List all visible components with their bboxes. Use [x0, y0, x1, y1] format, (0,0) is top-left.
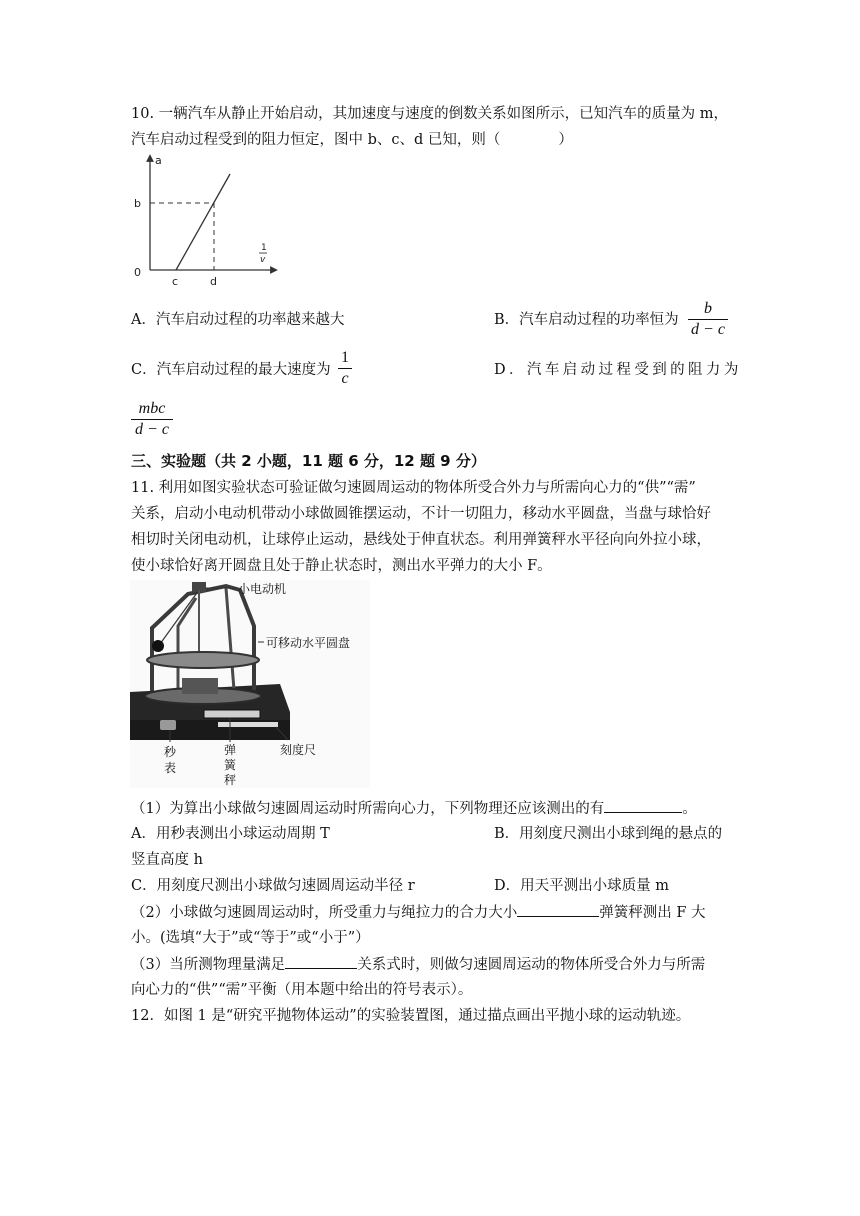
- q11-sub3-line2: 向心力的“供”“需”平衡（用本题中给出的符号表示）。: [131, 982, 473, 998]
- stopwatch: [160, 720, 176, 730]
- q11-sub3-line1: [131, 954, 705, 975]
- q11-line4: 使小球恰好离开圆盘且处于静止状态时，测出水平弹力的大小 F。: [131, 558, 552, 574]
- q11-sub2-line1: [131, 902, 706, 923]
- q10-option-d-denominator: d − c: [135, 421, 169, 438]
- label-scale-2: 簧: [224, 758, 237, 772]
- q11-sub2-text-a: （2）小球做匀速圆周运动时，所受重力与绳拉力的合力大小: [131, 905, 518, 921]
- x-axis-label-numerator: 1: [261, 243, 267, 253]
- q11-sub1-text: （1）为算出小球做匀速圆周运动时所需向心力，下列物理还应该测出的有: [131, 801, 605, 817]
- ball: [152, 640, 164, 652]
- section-3-title: 三、实验题（共 2 小题，11 题 6 分，12 题 9 分）: [131, 452, 486, 470]
- center-mechanism: [182, 678, 218, 694]
- q11-line3: 相切时关闭电动机，让球停止运动，悬线处于伸直状态。利用弹簧秤水平径向向外拉小球，: [131, 532, 711, 548]
- q10-option-c-denominator: c: [341, 370, 349, 387]
- label-b: b: [134, 197, 141, 210]
- q11-option-b-cont: 竖直高度 h: [131, 852, 203, 868]
- label-motor: 小电动机: [238, 582, 287, 596]
- spring-scale: [204, 710, 260, 718]
- experiment-apparatus-photo: [130, 580, 370, 788]
- label-ruler: 刻度尺: [280, 743, 317, 757]
- y-axis-label: a: [155, 154, 162, 167]
- q11-sub2-line2: 小。(选填“大于”或“等于”或“小于”）: [131, 930, 370, 946]
- label-d: d: [210, 275, 217, 288]
- label-c: c: [172, 275, 179, 288]
- label-disc: 可移动水平圆盘: [266, 636, 351, 650]
- q11-option-b: B．用刻度尺测出小球到绳的悬点的: [494, 826, 723, 842]
- q10-option-d-numerator: mbc: [138, 400, 166, 417]
- q11-line1: 11. 利用如图实验状态可验证做匀速圆周运动的物体所受合外力与所需向心力的“供”“需”: [131, 480, 696, 496]
- q10-stem-line1: 10. 一辆汽车从静止开始启动，其加速度与速度的倒数关系如图所示，已知汽车的质量为 m，: [131, 106, 729, 122]
- q10-option-b-numerator: b: [704, 300, 712, 317]
- q12-line1: 12．如图 1 是“研究平抛物体运动”的实验装置图，通过描点画出平抛小球的运动轨迹。: [131, 1008, 691, 1024]
- label-stopwatch-1: 秒: [164, 745, 177, 759]
- q10-option-d: D．汽车启动过程受到的阻力为: [494, 362, 742, 378]
- fraction-bar: [131, 419, 173, 420]
- q10-stem-line2: 汽车启动过程受到的阻力恒定，图中 b、c、d 已知，则（ ）: [131, 132, 573, 148]
- movable-disc: [147, 652, 259, 668]
- q11-line2: 关系，启动小电动机带动小球做圆锥摆运动，不计一切阻力，移动水平圆盘，当盘与球恰好: [131, 506, 711, 522]
- fraction-bar: [688, 319, 728, 320]
- q10-option-b-denominator: d − c: [691, 321, 725, 338]
- q11-sub1: [131, 798, 697, 819]
- label-scale-3: 秤: [224, 773, 237, 787]
- label-origin: 0: [134, 266, 141, 279]
- q11-sub2-text-b: 弹簧秤测出 F 大: [599, 905, 706, 921]
- q11-sub3-text-b: 关系式时，则做匀速圆周运动的物体所受合外力与所需: [357, 957, 706, 973]
- q11-option-a: A．用秒表测出小球运动周期 T: [131, 826, 330, 842]
- q11-sub1-end: 。: [682, 801, 697, 817]
- q10-option-c-fraction: [338, 349, 352, 388]
- q10-option-b: B．汽车启动过程的功率恒为: [494, 312, 679, 328]
- label-scale-1: 弹: [224, 743, 237, 757]
- graph-line: [176, 174, 230, 270]
- q11-sub3-text-a: （3）当所测物理量满足: [131, 957, 286, 973]
- q10-option-c-numerator: 1: [341, 349, 349, 366]
- q10-option-d-fraction: [131, 400, 173, 439]
- fraction-bar: [338, 368, 352, 369]
- q11-option-d: D．用天平测出小球质量 m: [494, 878, 669, 894]
- q10-option-a: A．汽车启动过程的功率越来越大: [131, 312, 345, 328]
- q10-option-b-fraction: [688, 300, 728, 339]
- acceleration-vs-inverse-velocity-graph: [128, 152, 278, 292]
- answer-blank-1[interactable]: [604, 798, 682, 813]
- label-stopwatch-2: 表: [164, 761, 177, 775]
- ruler: [218, 722, 278, 727]
- x-axis-label-denominator: v: [260, 255, 266, 265]
- answer-blank-2[interactable]: [517, 902, 599, 917]
- q10-option-c: C．汽车启动过程的最大速度为: [131, 362, 331, 378]
- answer-blank-3[interactable]: [285, 954, 357, 969]
- q11-option-c: C．用刻度尺测出小球做匀速圆周运动半径 r: [131, 878, 415, 894]
